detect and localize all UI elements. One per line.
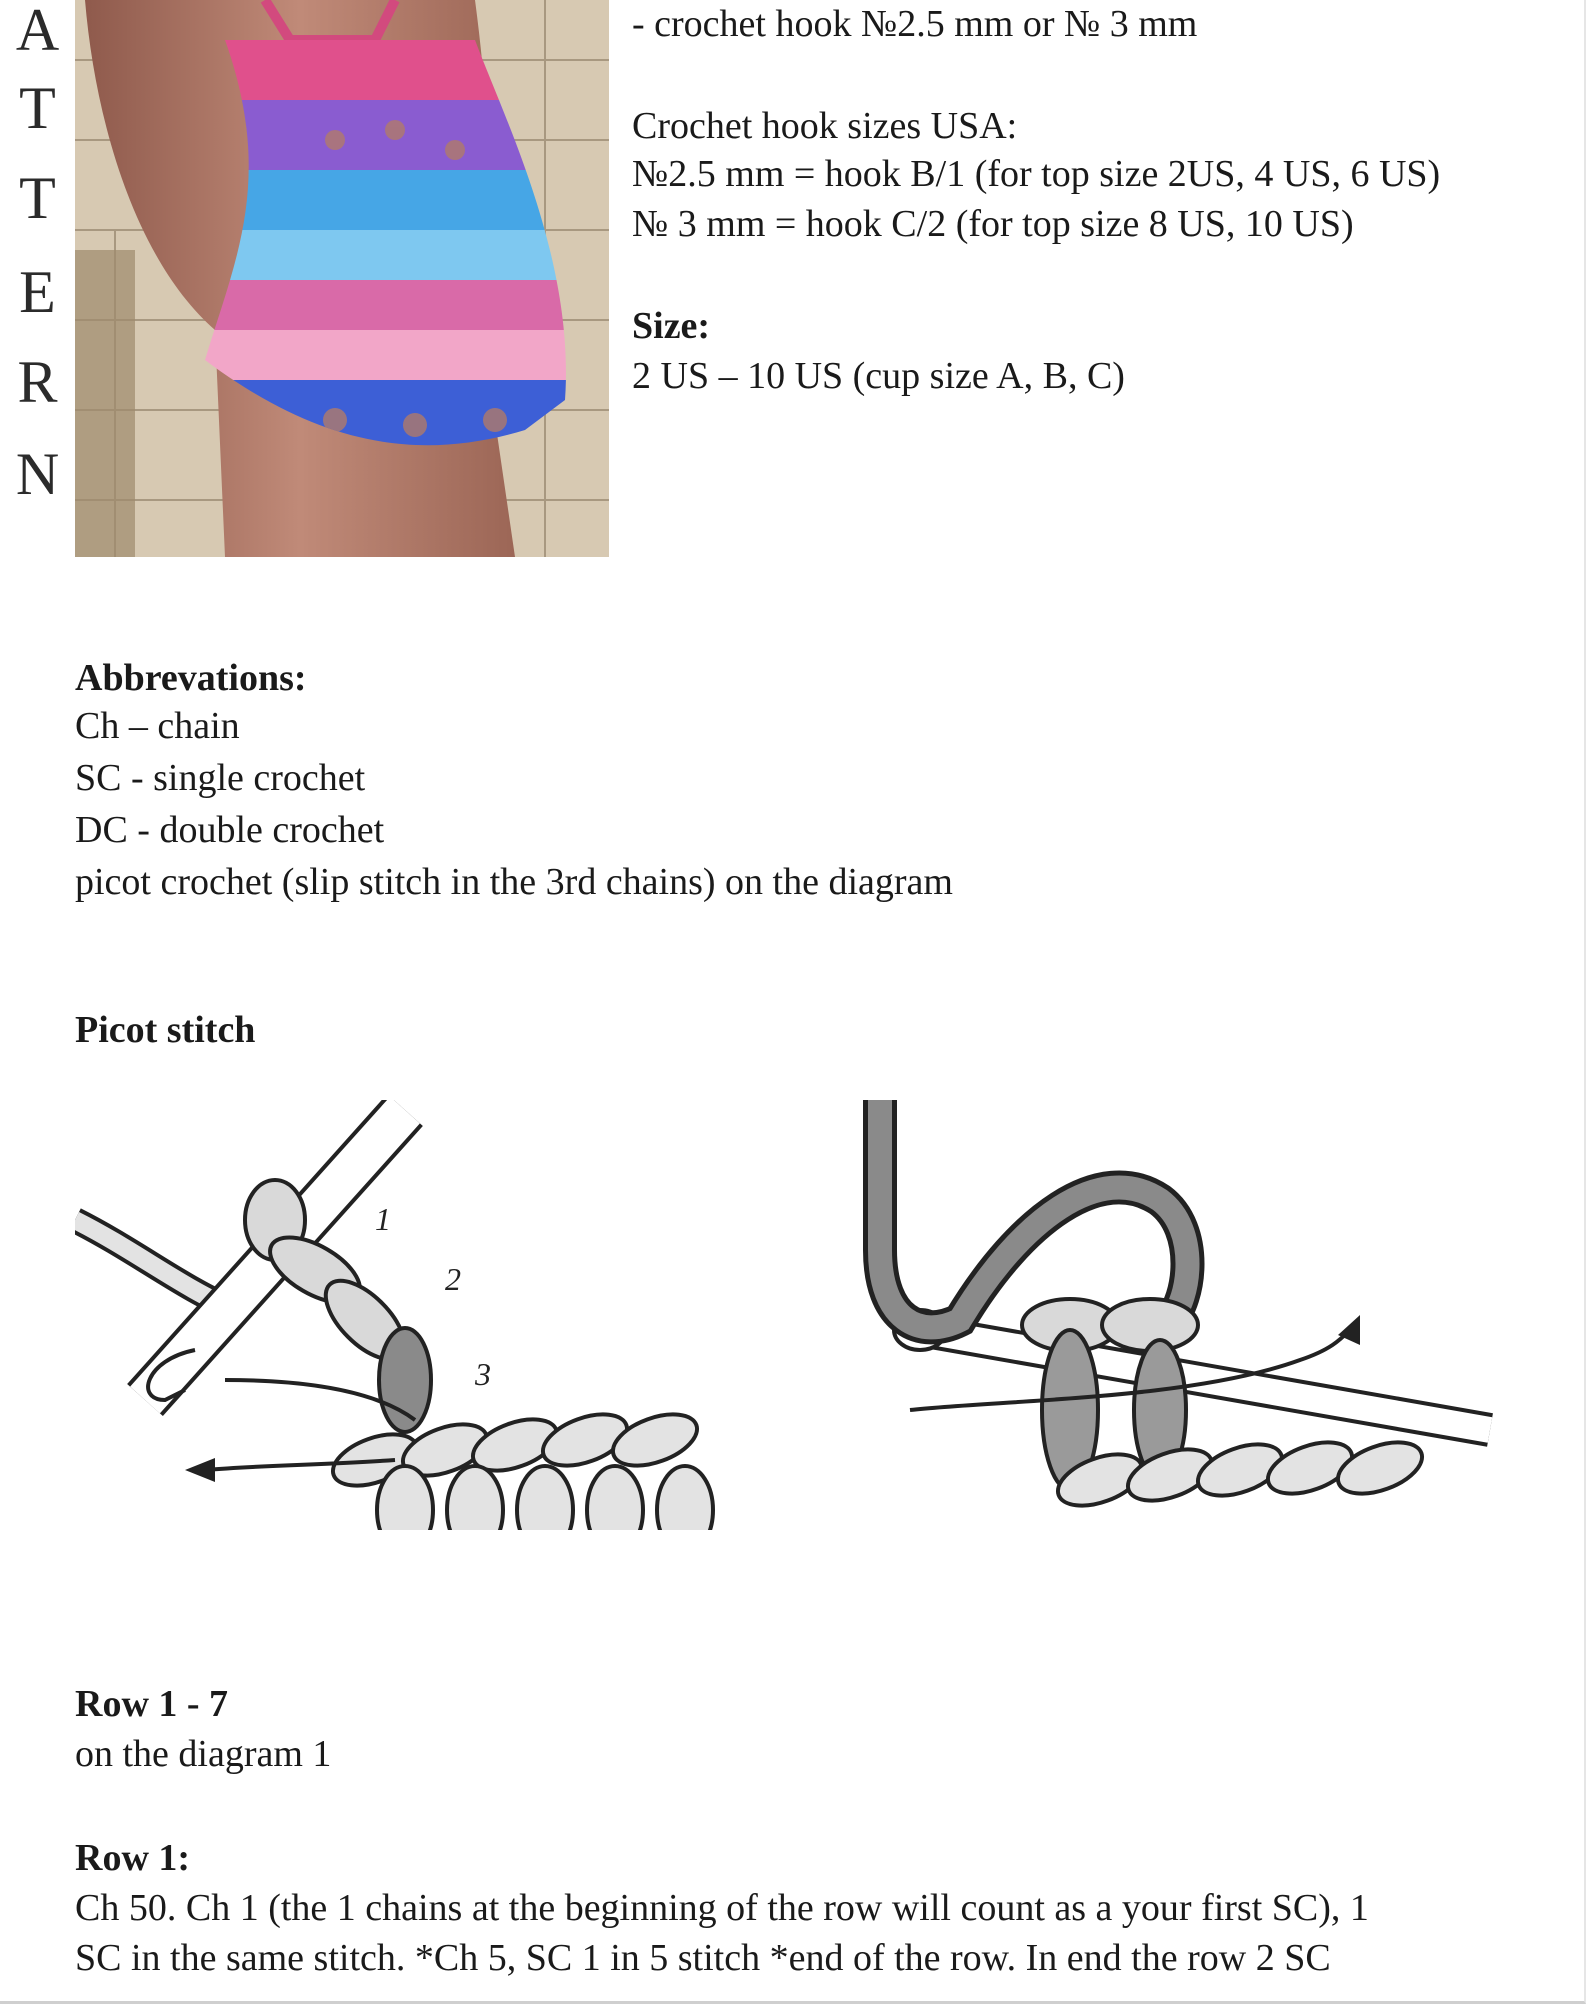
row-1-line: SC in the same stitch. *Ch 5, SC 1 in 5 stitch *end of the row. In end the row 2 SC [75, 1937, 1331, 1979]
abbreviation-item: SC - single crochet [75, 757, 366, 799]
pattern-letter: E [19, 259, 56, 325]
row-1-7-heading: Row 1 - 7 [75, 1683, 229, 1725]
picot-diagram-step-a [75, 1100, 735, 1535]
pattern-letter: R [17, 349, 58, 415]
product-photo [75, 0, 609, 557]
pattern-letter: T [19, 165, 56, 231]
step-label: 1 [375, 1201, 391, 1237]
step-label: 3 [475, 1356, 491, 1392]
abbreviation-item: DC - double crochet [75, 809, 385, 851]
size-heading: Size: [632, 305, 711, 347]
pattern-letter: T [19, 75, 56, 141]
abbreviations-heading: Abbrevations: [75, 657, 307, 699]
hook-line: - crochet hook №2.5 mm or № 3 mm [632, 3, 1198, 45]
row-1-heading: Row 1: [75, 1837, 191, 1879]
pattern-letter: N [15, 441, 60, 507]
pattern-letter: A [15, 0, 60, 63]
row-1-7-text: on the diagram 1 [75, 1733, 332, 1775]
size-value: 2 US – 10 US (cup size A, B, C) [632, 355, 1125, 397]
row-1-line: Ch 50. Ch 1 (the 1 chains at the beginning of the row will count as a your first SC), 1 [75, 1887, 1369, 1929]
hook-sizes-heading: Crochet hook sizes USA: [632, 105, 1018, 147]
step-label: 2 [445, 1261, 461, 1297]
picot-diagram-step-b [860, 1100, 1500, 1535]
picot-heading: Picot stitch [75, 1009, 256, 1051]
abbreviation-item: Ch – chain [75, 705, 240, 747]
hook-size-line: №2.5 mm = hook B/1 (for top size 2US, 4 US, 6 US) [632, 153, 1441, 195]
abbreviation-item: picot crochet (slip stitch in the 3rd chains) on the diagram [75, 861, 953, 903]
hook-size-line: № 3 mm = hook C/2 (for top size 8 US, 10 US) [632, 203, 1354, 245]
